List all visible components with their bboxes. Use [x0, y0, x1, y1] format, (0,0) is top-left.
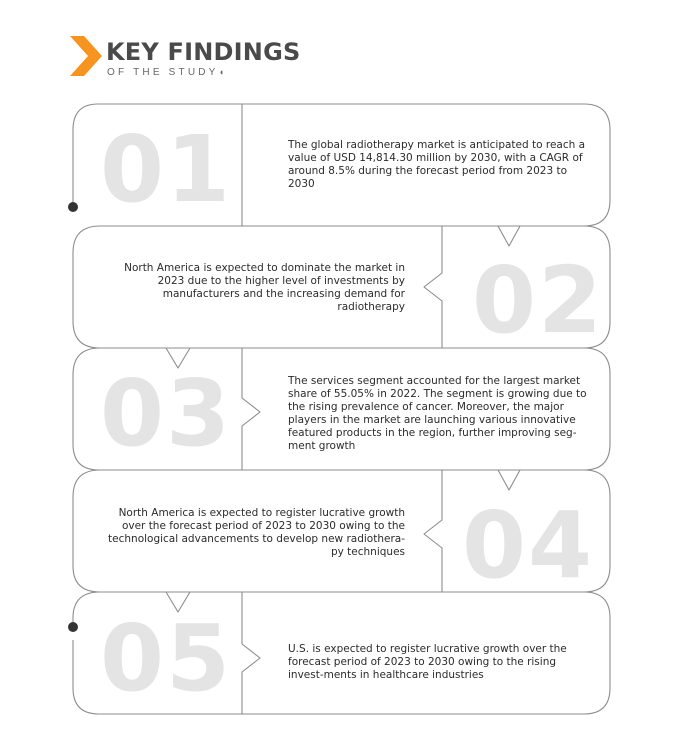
page-title: KEY FINDINGS: [106, 38, 301, 66]
finding-text-05: U.S. is expected to register lucrative growth over the forecast period of 2023 to 2030 owing to the rising invest-ments in healthcare industries: [288, 643, 567, 681]
finding-text-04: North America is expected to register lucrative growth over the forecast period of 2023 to 2030 owing to the technological advancements to develop new radiothera-py techniques: [108, 507, 405, 558]
timeline-dot-bottom: [68, 622, 78, 632]
finding-number-05: 05: [100, 605, 233, 712]
finding-number-02: 02: [472, 247, 605, 354]
moon-icon: ◖: [218, 67, 224, 77]
page-subtitle: OF THE STUDY◖: [107, 67, 224, 78]
finding-text-03: The services segment accounted for the largest market share of 55.05% in 2022. The segment is growing due to the rising prevalence of cancer. Moreover, the major players in the market are launching various innovative featured products in the region, further improving seg-ment growth: [288, 375, 587, 452]
finding-text-01: The global radiotherapy market is anticipated to reach a value of USD 14,814.30 million by 2030, with a CAGR of around 8.5% during the forecast period from 2023 to 2030: [288, 139, 586, 190]
finding-number-01: 01: [100, 116, 233, 223]
finding-number-04: 04: [462, 492, 595, 599]
timeline-dot-top: [68, 202, 78, 212]
finding-number-03: 03: [100, 360, 233, 467]
finding-text-02: North America is expected to dominate the market in 2023 due to the higher level of investments by manufacturers and the increasing demand for radiotherapy: [124, 262, 405, 313]
